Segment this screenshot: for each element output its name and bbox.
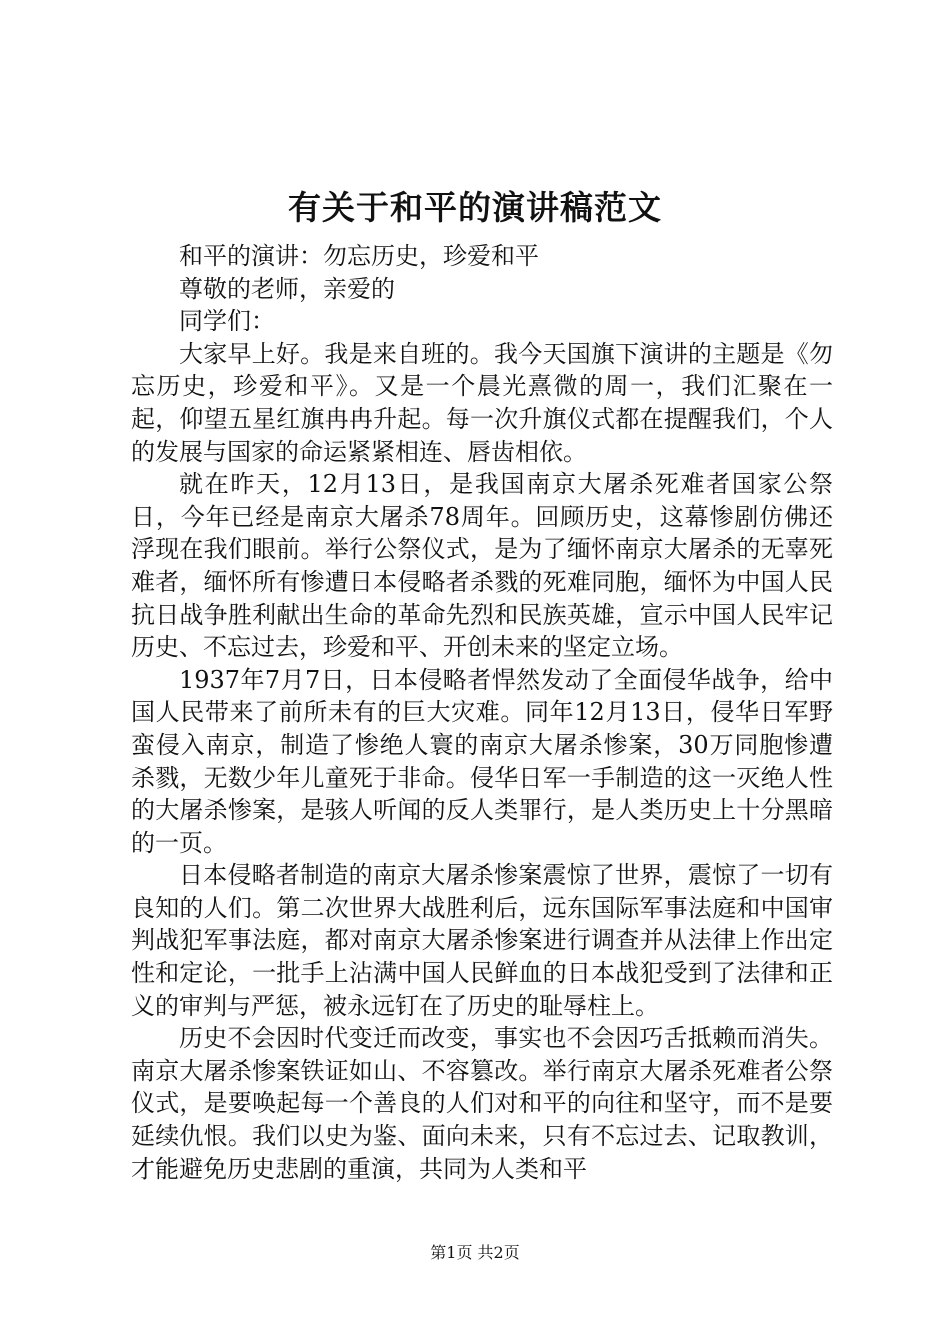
page-number-footer: 第1页 共2页 (430, 1243, 520, 1262)
salutation-line-1: 尊敬的老师，亲爱的 (179, 274, 395, 303)
body-paragraph: 日本侵略者制造的南京大屠杀惨案震惊了世界，震惊了一切有良知的人们。第二次世界大战胜利后，远东国际军事法庭和中国审判战犯军事法庭，都对南京大屠杀惨案进行调查并从法律上作出定性和定论，一批手上沾满中国人民鲜血的日本战犯受到了法律和正义的审判与严惩，被永远钉在了历史的耻辱柱上。 (131, 861, 833, 1020)
body-paragraph: 1937年7月7日，日本侵略者悍然发动了全面侵华战争，给中国人民带来了前所未有的巨大灾难。同年12月13日，侵华日军野蛮侵入南京，制造了惨绝人寰的南京大屠杀惨案，30万同胞惨遭杀戮，无数少年儿童死于非命。侵华日军一手制造的这一灭绝人性的大屠杀惨案，是骇人听闻的反人类罪行，是人类历史上十分黑暗的一页。 (131, 665, 833, 857)
salutation-line-2: 同学们： (179, 307, 275, 336)
body-paragraph: 就在昨天，12月13日，是我国南京大屠杀死难者国家公祭日，今年已经是南京大屠杀78周年。回顾历史，这幕惨剧仿佛还浮现在我们眼前。举行公祭仪式，是为了缅怀南京大屠杀的无辜死难者，缅怀所有惨遭日本侵略者杀戮的死难同胞，缅怀为中国人民抗日战争胜利献出生命的革命先烈和民族英雄，宣示中国人民牢记历史、不忘过去，珍爱和平、开创未来的坚定立场。 (131, 470, 833, 662)
body-paragraph: 历史不会因时代变迁而改变，事实也不会因巧舌抵赖而消失。南京大屠杀惨案铁证如山、不容篡改。举行南京大屠杀死难者公祭仪式，是要唤起每一个善良的人们对和平的向往和坚守，而不是要延续仇恨。我们以史为鉴、面向未来，只有不忘过去、记取教训，才能避免历史悲剧的重演，共同为人类和平 (131, 1024, 833, 1183)
document-title: 有关于和平的演讲稿范文 (288, 188, 662, 227)
speech-subtitle: 和平的演讲：勿忘历史，珍爱和平 (179, 242, 539, 270)
document-body (131, 240, 833, 1185)
body-paragraph: 大家早上好。我是来自班的。我今天国旗下演讲的主题是《勿忘历史，珍爱和平》。又是一个晨光熹微的周一，我们汇聚在一起，仰望五星红旗冉冉升起。每一次升旗仪式都在提醒我们，个人的发展与国家的命运紧紧相连、唇齿相依。 (131, 339, 833, 466)
